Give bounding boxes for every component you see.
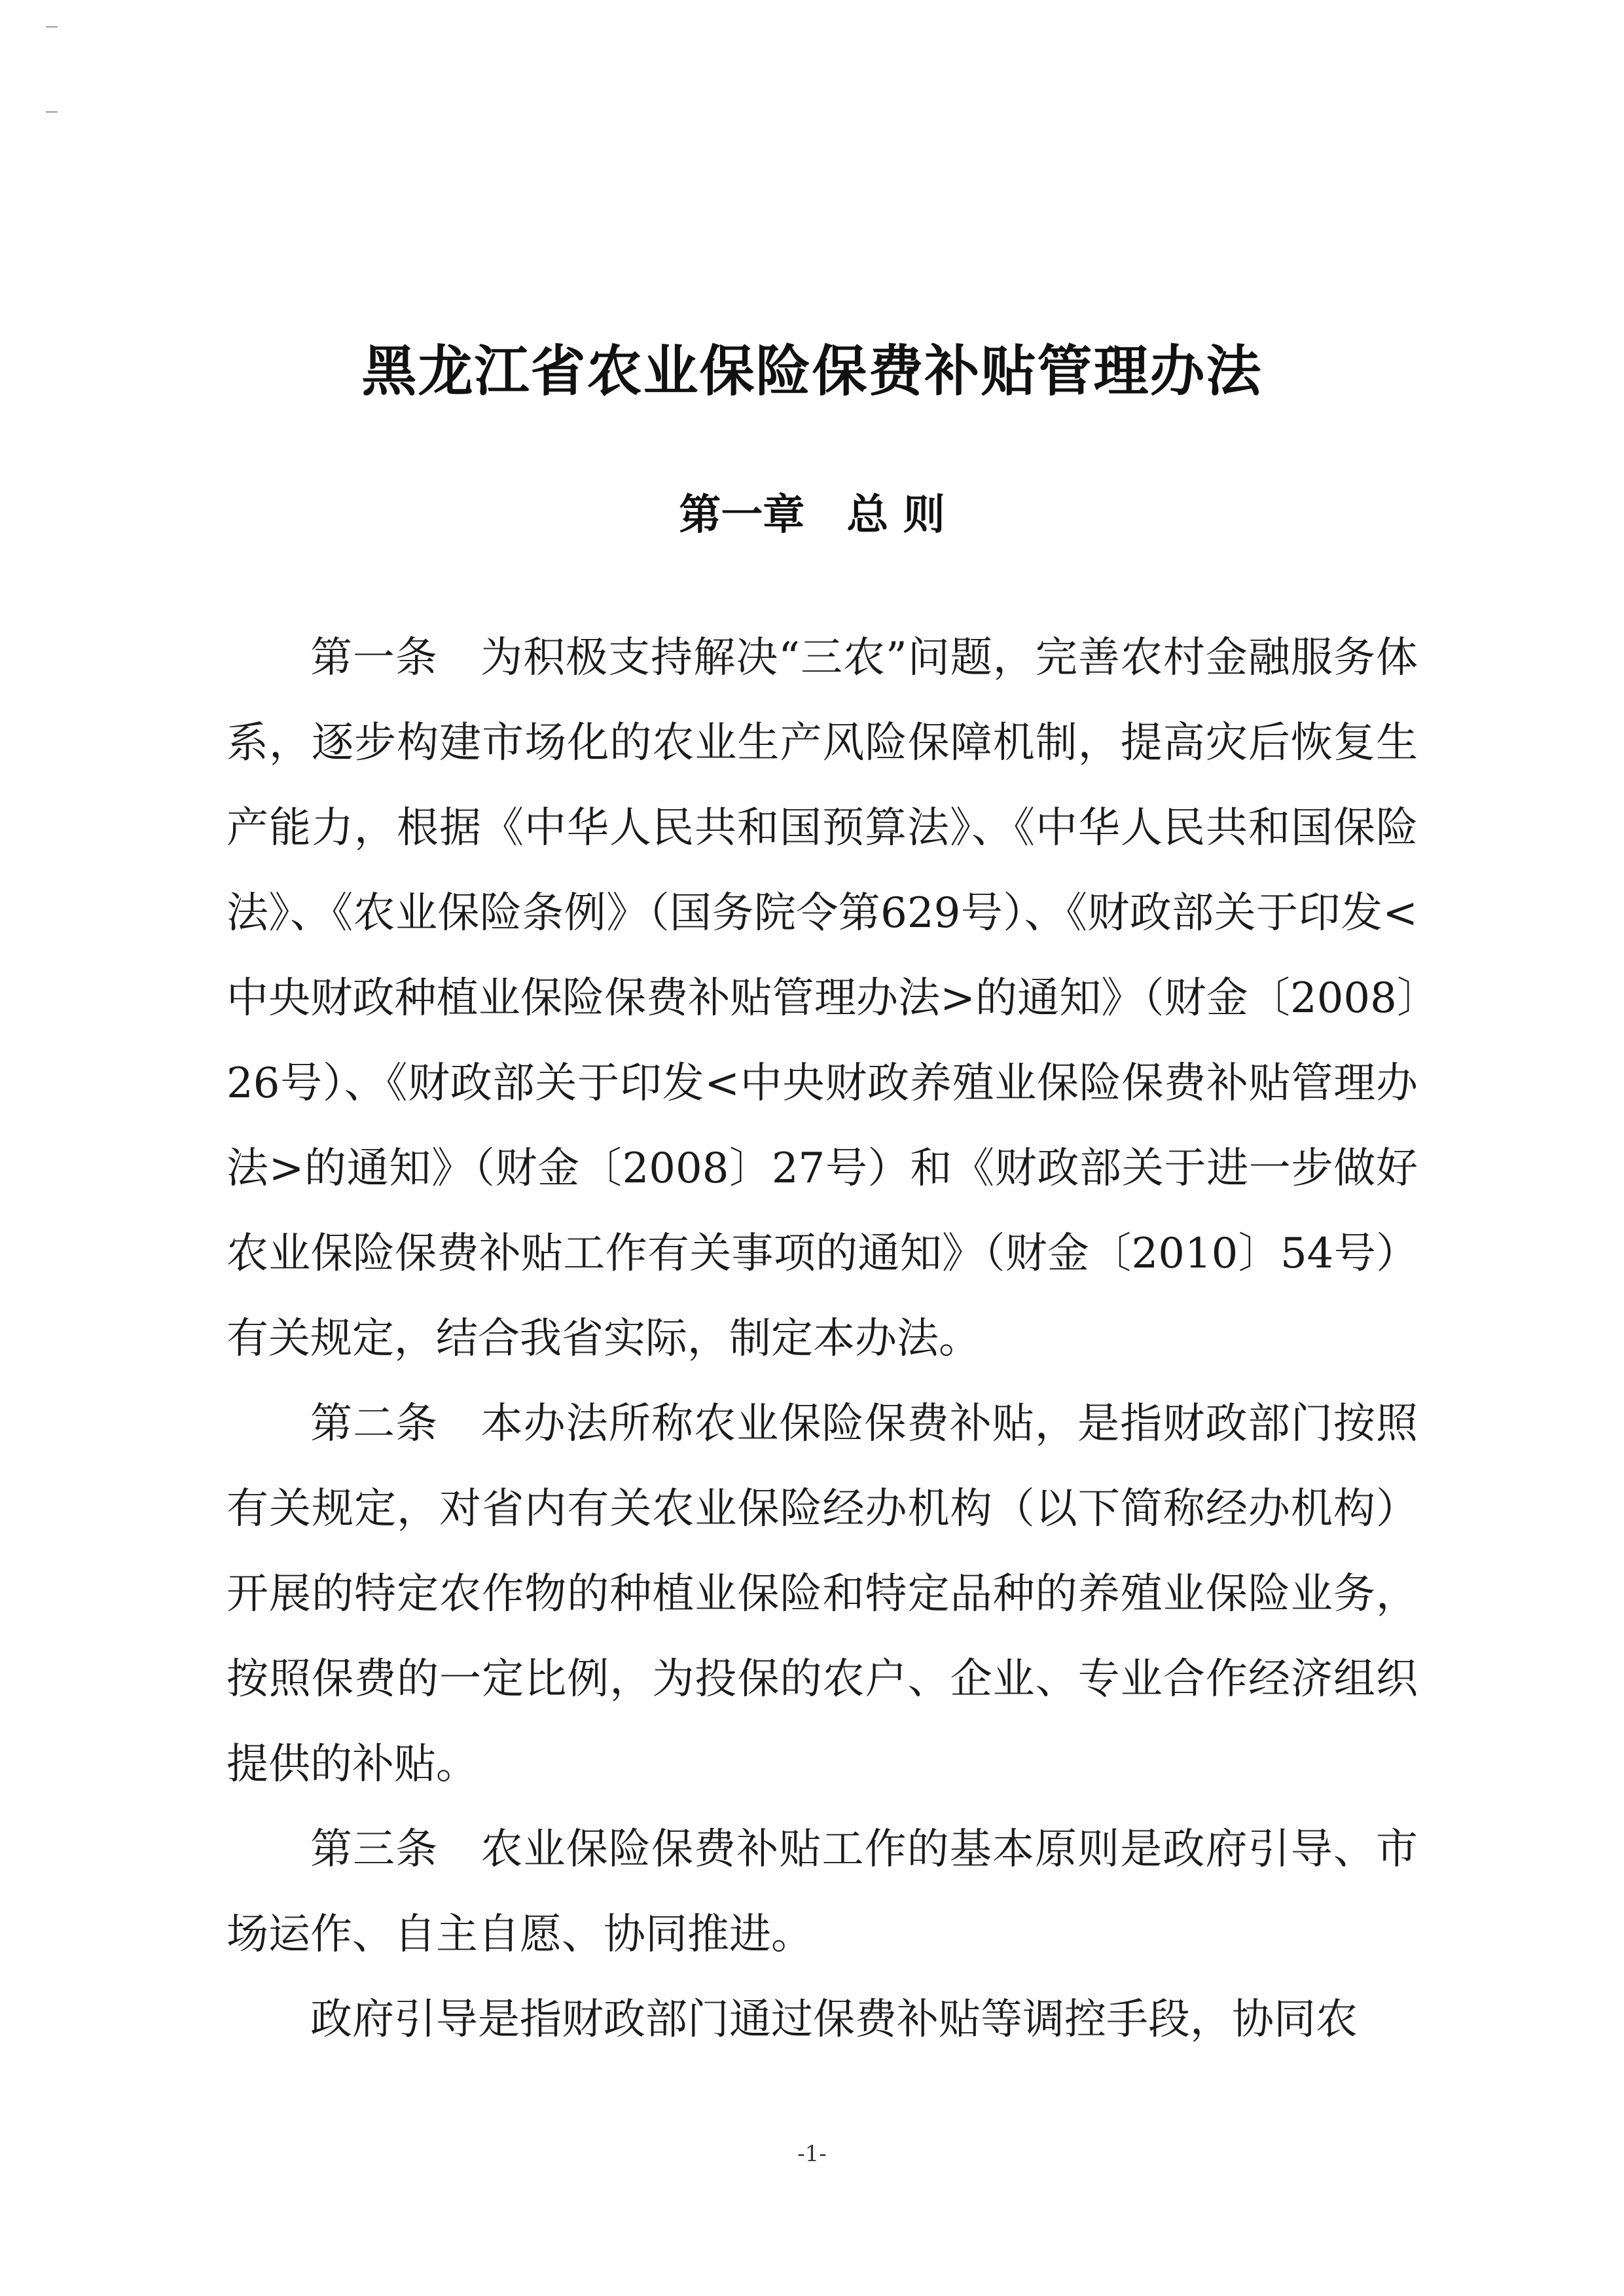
scan-mark-top-2	[46, 111, 58, 113]
article-3-continuation-paragraph: 政府引导是指财政部门通过保费补贴等调控手段，协同农	[310, 1995, 1358, 2044]
scan-mark-top	[46, 26, 58, 27]
page-number: -1-	[797, 2141, 827, 2167]
article-3-paragraph: 第三条 农业保险保费补贴工作的基本原则是政府引导、市场运作、自主自愿、协同推进。	[226, 1825, 1418, 1959]
document-body	[226, 615, 1418, 2062]
article-1-paragraph: 第一条 为积极支持解决“三农”问题，完善农村金融服务体系，逐步构建市场化的农业生产风险保障机制，提高灾后恢复生产能力，根据《中华人民共和国预算法》、《中华人民共和国保险法》、《农业保险条例》（国务院令第629号）、《财政部关于印发<中央财政种植业保险保费补贴管理办法>的通知》（财金〔2008〕26号）、《财政部关于印发<中央财政养殖业保险保费补贴管理办法>的通知》（财金〔2008〕27号）和《财政部关于进一步做好农业保险保费补贴工作有关事项的通知》（财金〔2010〕54号）有关规定，结合我省实际，制定本办法。	[226, 634, 1418, 1363]
article-2-paragraph: 第二条 本办法所称农业保险保费补贴，是指财政部门按照有关规定，对省内有关农业保险经办机构（以下简称经办机构）开展的特定农作物的种植业保险和特定品种的养殖业保险业务，按照保费的一定比例，为投保的农户、企业、专业合作经济组织提供的补贴。	[226, 1400, 1418, 1789]
document-title: 黑龙江省农业保险保费补贴管理办法	[361, 338, 1263, 403]
chapter-heading: 第一章 总 则	[679, 491, 945, 539]
